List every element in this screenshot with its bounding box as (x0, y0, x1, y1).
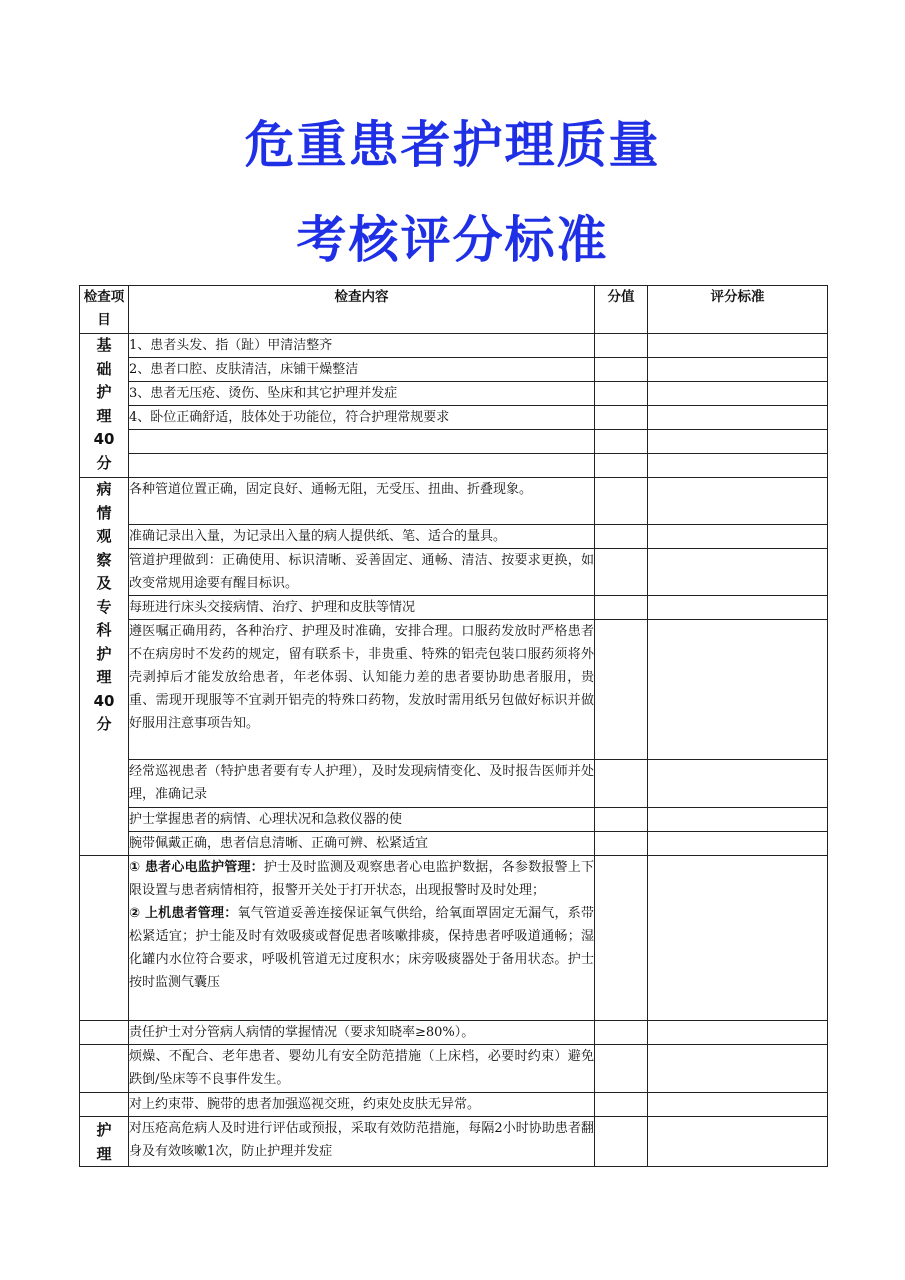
content-cell: 经常巡视患者（特护患者要有专人护理），及时发现病情变化、及时报告医师并处理，准确记录 (129, 760, 595, 808)
score-cell (595, 525, 648, 549)
category-observation-care: 病 情 观 察 及 专 科 护 理 40 分 (80, 478, 129, 856)
content-cell: 2、患者口腔、皮肤清洁，床铺干燥整洁 (129, 358, 595, 382)
score-cell (595, 549, 648, 596)
score-cell (595, 430, 648, 454)
criteria-cell (648, 430, 828, 454)
criteria-cell (648, 382, 828, 406)
score-cell (595, 760, 648, 808)
content-cell: 管道护理做到：正确使用、标识清晰、妥善固定、通畅、清洁、按要求更换，如改变常规用途要有醒目标识。 (129, 549, 595, 596)
monitor-management-cell (129, 856, 595, 1021)
criteria-cell (648, 1093, 828, 1117)
criteria-cell (648, 549, 828, 596)
score-cell (595, 382, 648, 406)
content-cell (129, 430, 595, 454)
header-content: 检查内容 (129, 286, 595, 334)
table-row (80, 478, 828, 525)
criteria-cell (648, 1117, 828, 1167)
table-row (80, 430, 828, 454)
content-cell: 烦燥、不配合、老年患者、婴幼儿有安全防范措施（上床档，必要时约束）避免跌倒/坠床等不良事件发生。 (129, 1045, 595, 1093)
category-empty-cell (80, 1093, 129, 1117)
score-cell (595, 1045, 648, 1093)
monitor-heading-1: ① 患者心电监护管理： (129, 860, 264, 875)
score-cell (595, 620, 648, 760)
content-cell: 每班进行床头交接病情、治疗、护理和皮肤等情况 (129, 596, 595, 620)
content-cell (129, 454, 595, 478)
score-cell (595, 406, 648, 430)
table-row (80, 549, 828, 596)
score-cell (595, 358, 648, 382)
content-cell: 护士掌握患者的病情、心理状况和急救仪器的使 (129, 808, 595, 832)
monitor-text-1: 护士及时监测及观察患者心电监护数据，各参数报警上下限设置与患者病情相符，报警开关处于打开状态，出现报警时及时处理； (129, 860, 594, 898)
score-cell (595, 478, 648, 525)
table-row (80, 596, 828, 620)
table-row (80, 620, 828, 760)
monitor-heading-2: ② 上机患者管理： (129, 906, 238, 921)
scoring-table (79, 285, 828, 1167)
table-row (80, 358, 828, 382)
category-empty-cell (80, 856, 129, 1021)
category-nursing: 护 理 (80, 1117, 129, 1167)
score-cell (595, 832, 648, 856)
content-cell: 责任护士对分管病人病情的掌握情况（要求知晓率≥80%）。 (129, 1021, 595, 1045)
table-row (80, 406, 828, 430)
header-criteria: 评分标准 (648, 286, 828, 334)
criteria-cell (648, 620, 828, 760)
criteria-cell (648, 334, 828, 358)
header-item: 检查项目 (80, 286, 129, 334)
table-row (80, 454, 828, 478)
criteria-cell (648, 760, 828, 808)
score-cell (595, 596, 648, 620)
criteria-cell (648, 1045, 828, 1093)
criteria-cell (648, 406, 828, 430)
header-score: 分值 (595, 286, 648, 334)
score-cell (595, 856, 648, 1021)
table-row (80, 1021, 828, 1045)
table-row (80, 856, 828, 1021)
table-row (80, 832, 828, 856)
criteria-cell (648, 596, 828, 620)
score-cell (595, 1021, 648, 1045)
criteria-cell (648, 358, 828, 382)
content-cell: 对上约束带、腕带的患者加强巡视交班，约束处皮肤无异常。 (129, 1093, 595, 1117)
score-cell (595, 334, 648, 358)
table-row (80, 1045, 828, 1093)
category-empty-cell (80, 1021, 129, 1045)
page-title-line2: 考核评分标准 (296, 211, 609, 269)
content-cell: 各种管道位置正确，固定良好、通畅无阻，无受压、扭曲、折叠现象。 (129, 478, 595, 525)
content-cell: 1、患者头发、指（趾）甲清洁整齐 (129, 334, 595, 358)
monitor-text-2: 氧气管道妥善连接保证氧气供给，给氧面罩固定无漏气，系带松紧适宜；护士能及时有效吸痰或督促患者咳嗽排痰，保持患者呼吸道通畅；湿化罐内水位符合要求，呼吸机管道无过度积水；床旁吸痰器处于备用状态。护士按时监测气囊压 (129, 906, 594, 990)
page-title-line1: 危重患者护理质量 (244, 116, 661, 174)
table-row (80, 525, 828, 549)
content-cell: 准确记录出入量，为记录出入量的病人提供纸、笔、适合的量具。 (129, 525, 595, 549)
score-cell (595, 808, 648, 832)
content-cell: 4、卧位正确舒适，肢体处于功能位，符合护理常规要求 (129, 406, 595, 430)
score-cell (595, 1093, 648, 1117)
table-row (80, 382, 828, 406)
table-header-row (80, 286, 828, 334)
content-cell: 遵医嘱正确用药，各种治疗、护理及时准确，安排合理。口服药发放时严格患者不在病房时不发药的规定，留有联系卡，非贵重、特殊的铝壳包装口服药须将外壳剥掉后才能发放给患者，年老体弱、认知能力差的患者要协助患者服用，贵重、需现开现服等不宜剥开铝壳的特殊口药物，发放时需用纸另包做好标识并做好服用注意事项告知。 (129, 620, 595, 760)
criteria-cell (648, 478, 828, 525)
table-row (80, 1117, 828, 1167)
category-empty-cell (80, 1045, 129, 1093)
table-row (80, 334, 828, 358)
content-cell: 对压疮高危病人及时进行评估或预报，采取有效防范措施，每隔2小时协助患者翻身及有效咳嗽1次，防止护理并发症 (129, 1117, 595, 1167)
content-cell: 腕带佩戴正确，患者信息清晰、正确可辨、松紧适宜 (129, 832, 595, 856)
criteria-cell (648, 856, 828, 1021)
content-cell: 3、患者无压疮、烫伤、坠床和其它护理并发症 (129, 382, 595, 406)
table-row (80, 760, 828, 808)
category-basic-care: 基 础 护 理 40 分 (80, 334, 129, 478)
table-row (80, 808, 828, 832)
table-row (80, 1093, 828, 1117)
criteria-cell (648, 454, 828, 478)
score-cell (595, 1117, 648, 1167)
criteria-cell (648, 525, 828, 549)
score-cell (595, 454, 648, 478)
criteria-cell (648, 808, 828, 832)
criteria-cell (648, 832, 828, 856)
criteria-cell (648, 1021, 828, 1045)
